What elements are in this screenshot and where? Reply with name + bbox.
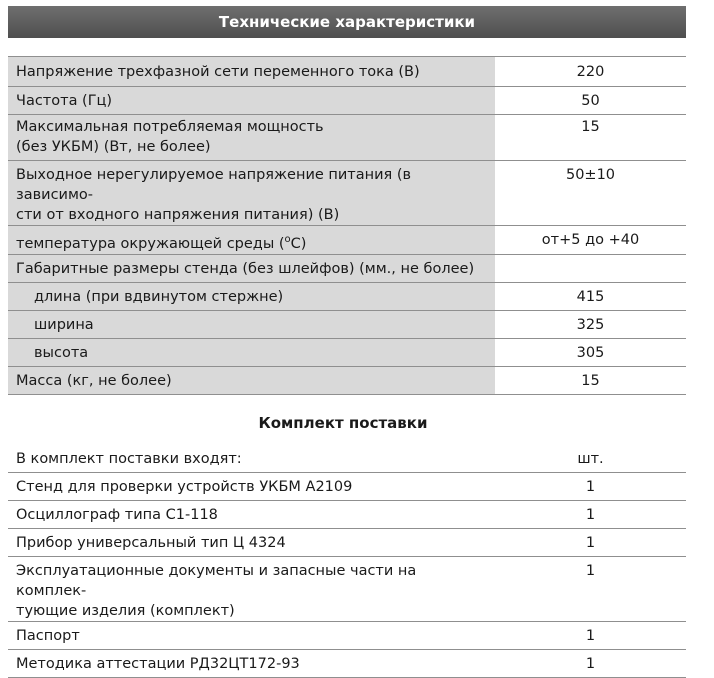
table-row (8, 338, 686, 366)
table-row (8, 87, 686, 115)
section-title-kit: Комплект поставки (258, 413, 428, 432)
spec-value: 15 (495, 115, 686, 161)
kit-item-qty: 1 (495, 650, 686, 678)
kit-item-qty: 1 (495, 529, 686, 557)
section-title-specs: Технические характеристики (218, 13, 476, 31)
spec-param: Максимальная потребляемая мощность (без УКБМ) (Вт, не более) (8, 115, 495, 161)
section-header-specs (8, 6, 686, 38)
table-row (8, 529, 686, 557)
table-row (8, 473, 686, 501)
spec-value: 305 (495, 338, 686, 366)
page (8, 6, 686, 678)
spec-value: 50 (495, 87, 686, 115)
kit-item-qty: 1 (495, 473, 686, 501)
spec-param: Частота (Гц) (8, 87, 495, 115)
spec-param: высота (8, 338, 495, 366)
table-row (8, 557, 686, 622)
table-row (8, 650, 686, 678)
specs-table (8, 56, 686, 395)
table-row (8, 282, 686, 310)
kit-item-name: Осциллограф типа С1-118 (8, 501, 495, 529)
kit-item-qty: 1 (495, 557, 686, 622)
kit-item-qty: 1 (495, 622, 686, 650)
spec-value: 220 (495, 57, 686, 87)
kit-header-item: В комплект поставки входят: (8, 446, 495, 473)
kit-item-name: Паспорт (8, 622, 495, 650)
table-row (8, 226, 686, 255)
spec-value: 325 (495, 310, 686, 338)
kit-item-name: Стенд для проверки устройств УКБМ А2109 (8, 473, 495, 501)
table-row (8, 622, 686, 650)
spec-param: Выходное нерегулируемое напряжение питания (в зависимо- сти от входного напряжения питания) (В) (8, 161, 495, 226)
kit-table (8, 446, 686, 678)
spec-param: Габаритные размеры стенда (без шлейфов) (мм., не более) (8, 254, 495, 282)
table-row (8, 254, 686, 282)
spec-value: от+5 до +40 (495, 226, 686, 255)
spec-param: длина (при вдвинутом стержне) (8, 282, 495, 310)
spec-value: 415 (495, 282, 686, 310)
table-row (8, 57, 686, 87)
spec-param: Масса (кг, не более) (8, 366, 495, 394)
spec-param: ширина (8, 310, 495, 338)
kit-item-qty: 1 (495, 501, 686, 529)
spec-value: 50±10 (495, 161, 686, 226)
kit-header-qty: шт. (495, 446, 686, 473)
kit-item-name: Прибор универсальный тип Ц 4324 (8, 529, 495, 557)
kit-item-name: Эксплуатационные документы и запасные части на комплек- тующие изделия (комплект) (8, 557, 495, 622)
table-header-row (8, 446, 686, 473)
table-row (8, 310, 686, 338)
table-row (8, 366, 686, 394)
spec-value (495, 254, 686, 282)
kit-item-name: Методика аттестации РД32ЦТ172-93 (8, 650, 495, 678)
spec-param: Напряжение трехфазной сети переменного тока (В) (8, 57, 495, 87)
table-row (8, 115, 686, 161)
spec-value: 15 (495, 366, 686, 394)
spec-param: температура окружающей среды ($^о$С) (8, 226, 495, 255)
table-row (8, 161, 686, 226)
table-row (8, 501, 686, 529)
